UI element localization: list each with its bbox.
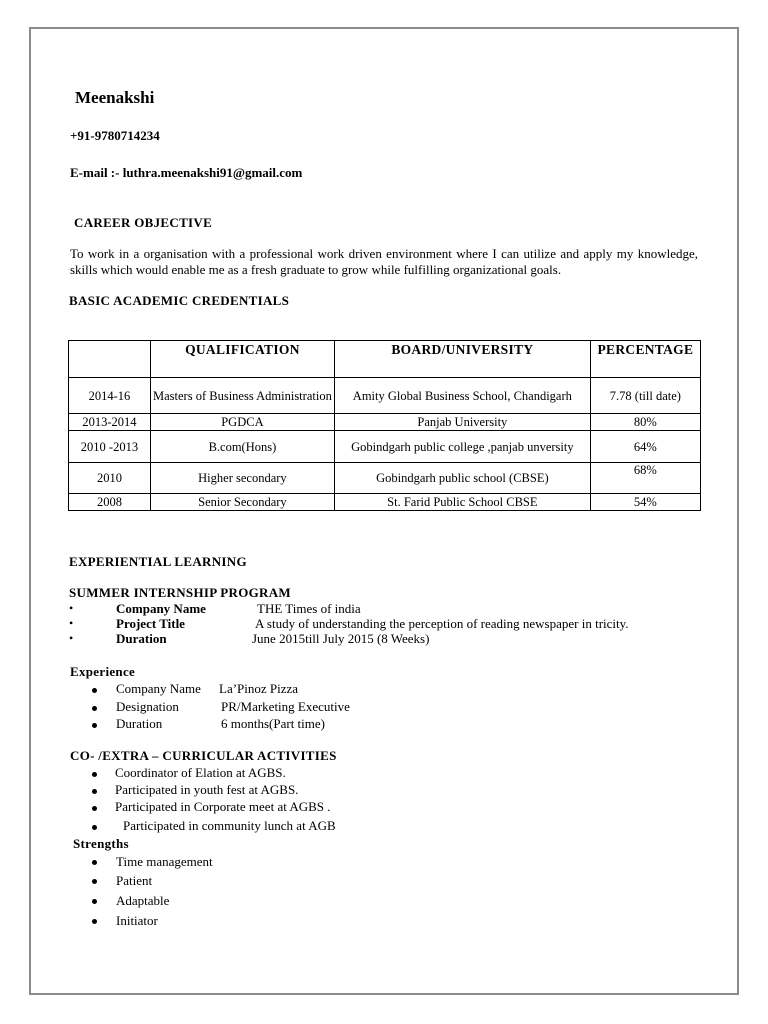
bullet-icon xyxy=(92,899,97,904)
career-objective-heading: CAREER OBJECTIVE xyxy=(74,215,213,230)
table-row xyxy=(69,463,701,494)
experience-duration-label: Duration xyxy=(116,716,163,731)
table-row xyxy=(69,494,701,511)
phone-number: +91-9780714234 xyxy=(70,128,160,143)
experience-designation-value: PR/Marketing Executive xyxy=(221,699,350,714)
experience-heading: Experience xyxy=(70,664,136,679)
table-cell: B.com(Hons) xyxy=(150,431,334,463)
table-header-year xyxy=(69,341,151,378)
table-header-row xyxy=(69,341,701,378)
table-cell: 80% xyxy=(590,414,700,431)
table-cell: 7.78 (till date) xyxy=(590,378,700,414)
experience-company-label: Company Name xyxy=(116,681,201,696)
bullet-icon: • xyxy=(69,616,74,630)
bullet-icon xyxy=(92,825,97,830)
table-cell: Gobindgarh public college ,panjab unversity xyxy=(334,431,590,463)
table-row xyxy=(69,414,701,431)
table-cell: 54% xyxy=(590,494,700,511)
strength-item: Patient xyxy=(116,873,153,888)
internship-project-label: Project Title xyxy=(116,616,185,631)
experience-company-value: La’Pinoz Pizza xyxy=(219,681,299,696)
table-cell: 2013-2014 xyxy=(69,414,151,431)
table-cell: 2014-16 xyxy=(69,378,151,414)
bullet-icon xyxy=(92,919,97,924)
table-cell: Panjab University xyxy=(334,414,590,431)
activity-item: Participated in youth fest at AGBS. xyxy=(115,782,299,797)
bullet-icon: • xyxy=(69,601,74,615)
internship-heading: SUMMER INTERNSHIP PROGRAM xyxy=(69,585,292,600)
internship-company-label: Company Name xyxy=(116,601,206,616)
table-cell: PGDCA xyxy=(150,414,334,431)
activity-item: Coordinator of Elation at AGBS. xyxy=(115,765,286,780)
bullet-icon: • xyxy=(69,631,74,645)
table-cell: Gobindgarh public school (CBSE) xyxy=(334,463,590,494)
bullet-icon xyxy=(92,789,97,794)
bullet-icon xyxy=(92,772,97,777)
experiential-learning-heading: EXPERIENTIAL LEARNING xyxy=(69,554,247,569)
internship-company-value: THE Times of india xyxy=(257,601,361,616)
bullet-icon xyxy=(92,879,97,884)
strengths-heading: Strengths xyxy=(73,836,129,851)
table-cell: St. Farid Public School CBSE xyxy=(334,494,590,511)
table-header-board: BOARD/UNIVERSITY xyxy=(334,341,590,378)
table-cell: 64% xyxy=(590,431,700,463)
bullet-icon xyxy=(92,806,97,811)
table-row xyxy=(69,431,701,463)
bullet-icon xyxy=(92,688,97,693)
activities-heading: CO- /EXTRA – CURRICULAR ACTIVITIES xyxy=(70,748,337,763)
experience-duration-value: 6 months(Part time) xyxy=(221,716,325,731)
table-cell: 2008 xyxy=(69,494,151,511)
career-objective-text: To work in a organisation with a professional work driven environment where I can utilize and apply my knowledge, skills which would enable me as a fresh graduate to grow while fulfilling organizational goals. xyxy=(70,246,698,277)
bullet-icon xyxy=(92,706,97,711)
strength-item: Time management xyxy=(116,854,213,869)
academic-credentials-table xyxy=(68,340,701,511)
table-cell: Masters of Business Administration xyxy=(150,378,334,414)
activity-item: Participated in Corporate meet at AGBS . xyxy=(115,799,331,814)
bullet-icon xyxy=(92,860,97,865)
bullet-icon xyxy=(92,723,97,728)
table-cell: 68% xyxy=(590,463,700,494)
activity-item: Participated in community lunch at AGB xyxy=(123,818,336,833)
table-cell: Amity Global Business School, Chandigarh xyxy=(334,378,590,414)
table-cell: Senior Secondary xyxy=(150,494,334,511)
internship-project-value: A study of understanding the perception of reading newspaper in tricity. xyxy=(255,616,629,631)
internship-duration-value: June 2015till July 2015 (8 Weeks) xyxy=(252,631,430,646)
academics-heading: BASIC ACADEMIC CREDENTIALS xyxy=(69,293,290,308)
internship-duration-label: Duration xyxy=(116,631,167,646)
strength-item: Adaptable xyxy=(116,893,170,908)
table-header-percentage: PERCENTAGE xyxy=(590,341,700,378)
strength-item: Initiator xyxy=(116,913,158,928)
experience-designation-label: Designation xyxy=(116,699,179,714)
table-row xyxy=(69,378,701,414)
table-cell: 2010 xyxy=(69,463,151,494)
candidate-name: Meenakshi xyxy=(75,88,155,107)
email-address: E-mail :- luthra.meenakshi91@gmail.com xyxy=(70,165,303,180)
table-cell: Higher secondary xyxy=(150,463,334,494)
table-header-qualification: QUALIFICATION xyxy=(150,341,334,378)
table-cell: 2010 -2013 xyxy=(69,431,151,463)
